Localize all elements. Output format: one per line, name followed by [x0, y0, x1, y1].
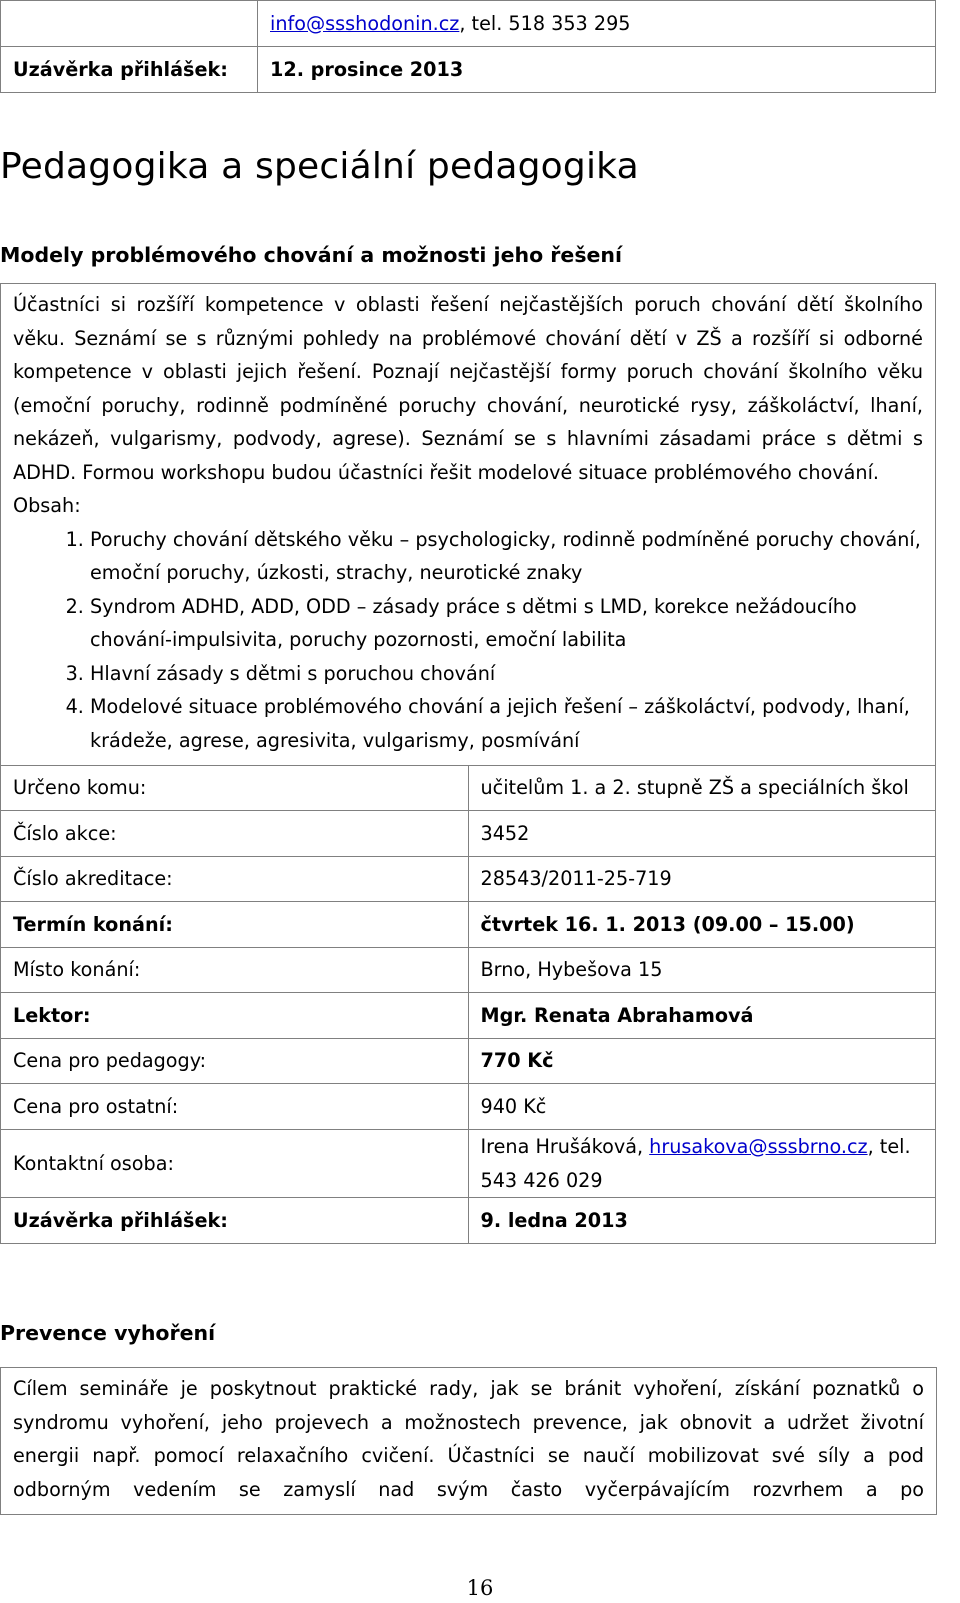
contact-cell: [258, 1, 936, 47]
lector-value: Mgr. Renata Abrahamová: [468, 993, 936, 1039]
section-title: Pedagogika a speciální pedagogika: [0, 146, 639, 187]
top-info-table: [0, 0, 936, 93]
place-value: Brno, Hybešova 15: [468, 948, 936, 993]
price-teachers-label: Cena pro pedagogy:: [1, 1039, 469, 1084]
empty-label-cell: [1, 1, 258, 47]
content-item: 3. Hlavní zásady s dětmi s poruchou chování: [90, 657, 923, 691]
course-description: Účastníci si rozšíří kompetence v oblasti řešení nejčastějších poruch chování dětí školního věku. Seznámí se s různými pohledy na problémové chování dětí v ZŠ a rozšíří si odborné kompetence v oblasti jejich řešení. Poznají nejčastější formy poruch chování školního věku (emoční poruchy, rodinně podmíněné poruchy chování, neurotické rysy, záškoláctví, lhaní, nekázeň, vulgarismy, podvody, agrese). Seznámí se s hlavními zásadami práce s dětmi s ADHD. Formou workshopu budou účastníci řešit modelové situace problémového chování.: [13, 293, 923, 484]
next-course-description: Cílem semináře je poskytnout praktické rady, jak se bránit vyhoření, získání poznatků o syndromu vyhoření, jeho projevech a možnostech prevence, jak obnovit a udržet životní energii např. pomocí relaxačního cvičení. Účastníci se naučí mobilizovat své síly a pod odborným vedením se zamyslí nad svým často vyčerpávajícím rozvrhem a po: [13, 1377, 924, 1501]
content-item: 4. Modelové situace problémového chování a jejich řešení – záškoláctví, podvody, lhaní, krádeže, agrese, agresivita, vulgarismy, posmívání: [90, 690, 923, 757]
contact-person-label: Kontaktní osoba:: [1, 1130, 469, 1198]
place-label: Místo konání:: [1, 948, 469, 993]
date-value: čtvrtek 16. 1. 2013 (09.00 – 15.00): [468, 902, 936, 948]
contact-person-name: Irena Hrušáková,: [480, 1135, 650, 1158]
accreditation-label: Číslo akreditace:: [1, 857, 469, 902]
price-others-value: 940 Kč: [468, 1084, 936, 1130]
contact-email-link[interactable]: info@ssshodonin.cz: [270, 11, 460, 35]
course-title: Modely problémového chování a možnosti jeho řešení: [0, 243, 623, 267]
content-item: 1. Poruchy chování dětského věku – psychologicky, rodinně podmíněné poruchy chování, emoční poruchy, úzkosti, strachy, neurotické znaky: [90, 523, 923, 590]
content-list: [13, 523, 923, 758]
contact-person-phone: , tel. 543 426 029: [480, 1135, 911, 1192]
contact-person-value: [468, 1130, 936, 1198]
next-course-title: Prevence vyhoření: [0, 1321, 216, 1345]
course-deadline-value: 9. ledna 2013: [468, 1198, 936, 1244]
content-label: Obsah:: [13, 494, 81, 517]
contact-person-email-link[interactable]: hrusakova@sssbrno.cz: [649, 1135, 868, 1158]
page-number: 16: [466, 1576, 494, 1600]
content-item: 2. Syndrom ADHD, ADD, ODD – zásady práce s dětmi s LMD, korekce nežádoucího chování-impulsivita, poruchy pozornosti, emoční labilita: [90, 590, 923, 657]
lector-label: Lektor:: [1, 993, 469, 1039]
price-others-label: Cena pro ostatní:: [1, 1084, 469, 1130]
date-label: Termín konání:: [1, 902, 469, 948]
target-label: Určeno komu:: [1, 766, 469, 811]
action-number-value: 3452: [468, 811, 936, 857]
deadline-label: Uzávěrka přihlášek:: [1, 47, 258, 93]
contact-phone: , tel. 518 353 295: [459, 11, 631, 35]
course-description-cell: [1, 284, 936, 766]
target-value: učitelům 1. a 2. stupně ZŠ a speciálních škol: [468, 766, 936, 811]
price-teachers-value: 770 Kč: [468, 1039, 936, 1084]
action-number-label: Číslo akce:: [1, 811, 469, 857]
deadline-value: 12. prosince 2013: [258, 47, 936, 93]
course-deadline-label: Uzávěrka přihlášek:: [1, 1198, 469, 1244]
accreditation-value: 28543/2011-25-719: [468, 857, 936, 902]
course-table: [0, 283, 936, 1244]
next-course-description-box: [0, 1367, 937, 1515]
